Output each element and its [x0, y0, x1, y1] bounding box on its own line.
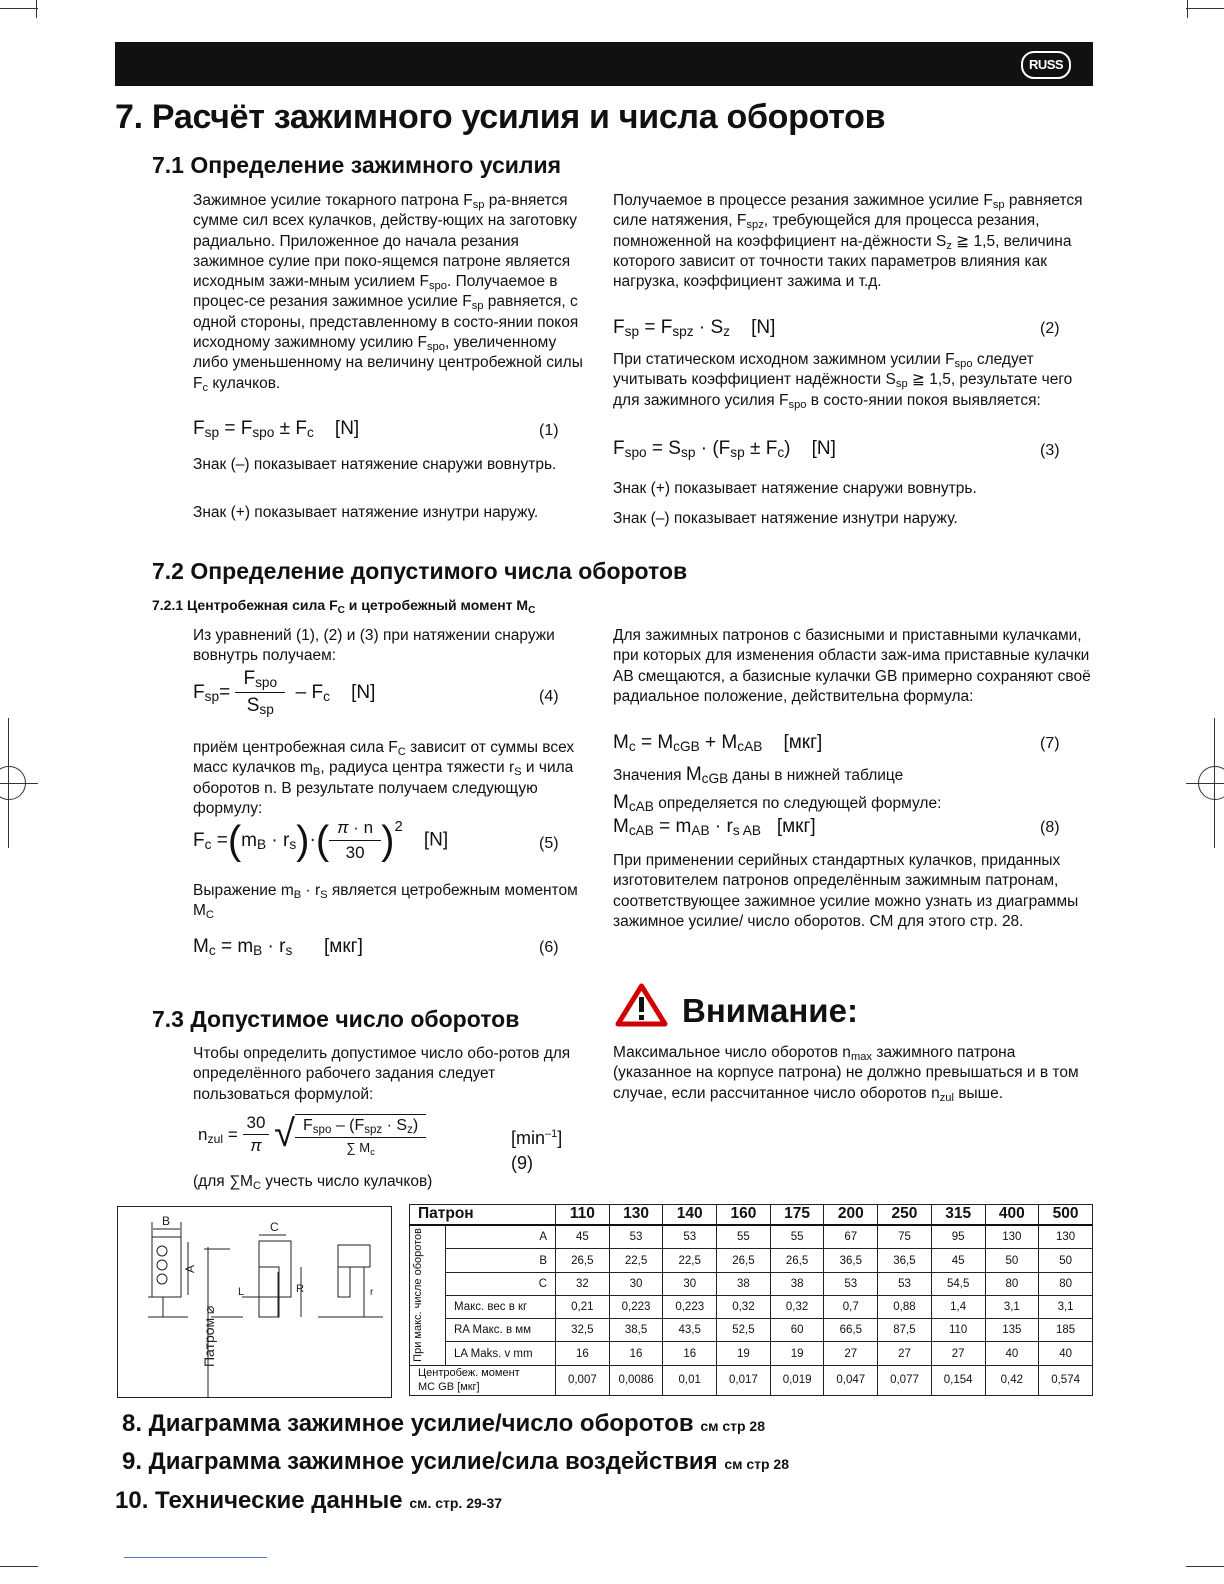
- s72-left-paragraph-3: Выражение $m_B \cdot r_S$ является цетробежным моментом $M_C$: [193, 882, 578, 922]
- table-row: [410, 1249, 1093, 1272]
- equation-9-number: (9): [511, 1153, 533, 1173]
- equation-8: $M_{cAB} = m_{AB} \cdot r_{s AB}$ [мкг]: [613, 816, 816, 838]
- table-cell: 38: [770, 1272, 824, 1295]
- size-cell: 140: [663, 1205, 717, 1225]
- equation-1: $F_{sp} = F_{spo} \pm F_c$ [N]: [193, 418, 360, 440]
- svg-text:B: B: [162, 1214, 171, 1228]
- jaw-dimension-diagram: [117, 1206, 392, 1398]
- table-row: [410, 1295, 1093, 1318]
- crop-mark: [1186, 1566, 1224, 1567]
- moment-cell: 0,01: [663, 1365, 717, 1395]
- s72-left-paragraph-1: Из уравнений (1), (2) и (3) при натяжении снаружи вовнутрь получаем:: [193, 627, 555, 665]
- table-cell: 0,223: [609, 1295, 663, 1318]
- size-cell: 160: [717, 1205, 771, 1225]
- equation-3-number: (3): [1040, 442, 1060, 459]
- sum-note: (для $\sum M_C$ учесть число кулачков): [193, 1173, 433, 1192]
- table-cell: 32: [556, 1272, 610, 1295]
- table-cell: 32,5: [556, 1319, 610, 1342]
- table-cell: 3,1: [985, 1295, 1039, 1318]
- svg-text:r: r: [370, 1287, 374, 1298]
- equation-5: $F_c =(m_B \cdot r_s)\cdot$( $\frac{\pi \cdot n}{30}$ )$^2$ [N]: [193, 818, 449, 863]
- equation-7: $M_c = M_{cGB} + M_{cAB}$ [мкг]: [613, 732, 823, 754]
- table-cell: 53: [609, 1225, 663, 1249]
- mcab-definition-text: $M_{cAB}$ определяется по следующей формуле:: [613, 792, 942, 814]
- equation-9-unit: $[\min^{-1}]$: [511, 1128, 563, 1148]
- table-cell: 30: [609, 1272, 663, 1295]
- crop-mark: [1186, 8, 1224, 9]
- moment-cell: 0,0086: [609, 1365, 663, 1395]
- toc-item-9: 9. Диаграмма зажимное усилие/сила воздействия см стр 28: [122, 1448, 790, 1475]
- equation-2: $F_{sp} = F_{spz} \cdot S_z$ [N]: [613, 317, 776, 339]
- table-cell: 80: [1039, 1272, 1093, 1295]
- table-row: [410, 1272, 1093, 1295]
- size-cell: 400: [985, 1205, 1039, 1225]
- moment-cell: 0,574: [1039, 1365, 1093, 1395]
- section-7-2-1-heading: 7.2.1 Центробежная сила $F_C$ и цетробежный момент $M_C$: [152, 597, 536, 616]
- size-cell: 200: [824, 1205, 878, 1225]
- s72-right-paragraph-2: При применении серийных стандартных кулачков, приданных изготовителем патронов определённым зажимным патронам, соответствующее зажимное усилие можно узнать из диаграммы зажимное усилие/ число оборотов. СМ для этого стр. 28.: [613, 852, 1079, 930]
- table-cell: 27: [824, 1342, 878, 1365]
- table-cell: 185: [1039, 1319, 1093, 1342]
- table-cell: 26,5: [556, 1249, 610, 1272]
- table-cell: 130: [985, 1225, 1039, 1249]
- moment-label-line-1: Центробеж. момент: [418, 1367, 520, 1380]
- s72-left-paragraph-2: приём центробежная сила $F_C$ зависит от суммы всех масс кулачков $m_B$, радиуса центра тяжести $r_S$ и чила оборотов n. В результате получаем следующую формулу:: [193, 739, 575, 817]
- table-cell: 38,5: [609, 1319, 663, 1342]
- size-cell: 500: [1039, 1205, 1093, 1225]
- table-cell: 60: [770, 1319, 824, 1342]
- table-cell: 40: [985, 1342, 1039, 1365]
- svg-text:C: C: [270, 1220, 279, 1234]
- section-7-3-heading: 7.3 Допустимое число оборотов: [152, 1006, 520, 1032]
- equation-1-number: (1): [539, 422, 559, 439]
- moment-cell: 0,007: [556, 1365, 610, 1395]
- page-title: 7. Расчёт зажимного усилия и числа оборотов: [115, 98, 886, 136]
- row-label: LA Maks. v mm: [446, 1342, 556, 1365]
- s71-right-paragraph-2: При статическом исходном зажимном усилии $F_{spo}$ следует учитывать коэффициент надёжности $S_{sp}$ ≧ 1,5, результате чего для зажимного усилия $F_{spo}$ в состо-янии покоя выявляется:: [613, 351, 1073, 411]
- table-cell: 36,5: [878, 1249, 932, 1272]
- moment-cell: 0,047: [824, 1365, 878, 1395]
- table-cell: 80: [985, 1272, 1039, 1295]
- russ-logo: RUSS: [1021, 51, 1071, 79]
- equation-3: $F_{spo} = S_{sp} \cdot (F_{sp} \pm F_c)$ [N]: [613, 438, 836, 460]
- side-label: При макс. числе оборотов: [412, 1228, 424, 1363]
- table-cell: 54,5: [931, 1272, 985, 1295]
- table-cell: 16: [663, 1342, 717, 1365]
- table-cell: 52,5: [717, 1319, 771, 1342]
- table-cell: 53: [824, 1272, 878, 1295]
- toc-item-8: 8. Диаграмма зажимное усилие/число оборотов см стр 28: [122, 1410, 766, 1437]
- svg-text:A: A: [183, 1264, 197, 1273]
- table-cell: 27: [931, 1342, 985, 1365]
- jaw-data-table: [409, 1204, 1093, 1396]
- table-cell: 26,5: [717, 1249, 771, 1272]
- row-label: Макс. вес в кг: [446, 1295, 556, 1318]
- table-row: [410, 1319, 1093, 1342]
- svg-text:Патром ⌀: Патром ⌀: [201, 1305, 217, 1367]
- table-cell: 30: [663, 1272, 717, 1295]
- minus-sign-note-right: Знак (–) показывает натяжение изнутри наружу.: [613, 510, 958, 527]
- table-cell: 45: [556, 1225, 610, 1249]
- svg-text:L: L: [238, 1286, 245, 1298]
- table-cell: 0,32: [770, 1295, 824, 1318]
- moment-cell: 0,154: [931, 1365, 985, 1395]
- table-cell: 40: [1039, 1342, 1093, 1365]
- moment-row: [410, 1365, 1093, 1395]
- moment-cell: 0,42: [985, 1365, 1039, 1395]
- crop-mark: [0, 1566, 38, 1567]
- registration-mark: [1198, 766, 1224, 800]
- table-cell: 19: [717, 1342, 771, 1365]
- row-label: RA Макс. в мм: [446, 1319, 556, 1342]
- table-cell: 43,5: [663, 1319, 717, 1342]
- size-cell: 130: [609, 1205, 663, 1225]
- jaw-drawing: [118, 1207, 391, 1397]
- equation-5-number: (5): [539, 835, 559, 852]
- side-label-cell: [410, 1225, 446, 1366]
- table-cell: 53: [663, 1225, 717, 1249]
- equation-7-number: (7): [1040, 735, 1060, 752]
- table-cell: 0,223: [663, 1295, 717, 1318]
- size-cell: 110: [556, 1205, 610, 1225]
- equation-6-number: (6): [539, 939, 559, 956]
- table-row: [410, 1342, 1093, 1365]
- table-cell: 53: [878, 1272, 932, 1295]
- table-header-label: Патрон: [410, 1205, 556, 1225]
- equation-4-number: (4): [539, 688, 559, 705]
- table-cell: 36,5: [824, 1249, 878, 1272]
- table-cell: 45: [931, 1249, 985, 1272]
- toc-item-10: 10. Технические данные см. стр. 29-37: [115, 1487, 503, 1514]
- equation-9: $n_{zul}$ = $\frac{30}{\pi}$ √ $\frac{F_{spo} - (F_{spz} \cdot S_z)}{\sum M_c}$: [198, 1113, 426, 1156]
- crop-mark: [36, 0, 37, 18]
- table-cell: 0,88: [878, 1295, 932, 1318]
- table-cell: 0,7: [824, 1295, 878, 1318]
- table-cell: 55: [717, 1225, 771, 1249]
- equation-6: $M_c = m_B \cdot r_s$ [мкг]: [193, 936, 363, 958]
- header-bar: [115, 42, 1093, 86]
- table-cell: 67: [824, 1225, 878, 1249]
- moment-cell: 0,017: [717, 1365, 771, 1395]
- table-cell: 19: [770, 1342, 824, 1365]
- table-cell: 75: [878, 1225, 932, 1249]
- registration-mark: [0, 766, 26, 800]
- crop-mark: [1187, 0, 1188, 18]
- mcgb-values-text: Значения $M_{cGB}$ даны в нижней таблице: [613, 764, 904, 786]
- plus-sign-note-right: Знак (+) показывает натяжение снаружи вовнутрь.: [613, 480, 977, 497]
- table-cell: 16: [556, 1342, 610, 1365]
- row-label: C: [446, 1272, 556, 1295]
- moment-label: [410, 1365, 556, 1395]
- table-cell: 3,1: [1039, 1295, 1093, 1318]
- s71-left-paragraph: Зажимное усилие токарного патрона $F_{sp}$ ра-вняется сумме сил всех кулачков, действу-ющих на заготовку радиально. Приложенное до начала резания зажимное сулие при поко-ящемся патроне является исходным зажи-мным усилием $F_{spo}$. Получаемое в процес-се резания зажимное усилие $F_{sp}$ равняется, с одной стороны, представленному в состо-янии покоя исходному зажимному усилию $F_{spo}$, увеличенному либо уменьшенному на величину центробежной силы $F_c$ кулачков.: [193, 192, 583, 394]
- size-cell: 250: [878, 1205, 932, 1225]
- table-cell: 130: [1039, 1225, 1093, 1249]
- moment-label-line-2: MC GB [мкг]: [418, 1381, 480, 1394]
- moment-cell: 0,019: [770, 1365, 824, 1395]
- s72-right-paragraph-1: Для зажимных патронов с базисными и приставными кулачками, при которых для изменения области заж-има приставные кулачки AB смещаются, а базисные кулачки GB примерно сохраняют своё радиальное положение, действительна формула:: [613, 627, 1091, 705]
- svg-text:R: R: [296, 1283, 304, 1295]
- table-cell: 22,5: [663, 1249, 717, 1272]
- table-cell: 55: [770, 1225, 824, 1249]
- table-cell: 22,5: [609, 1249, 663, 1272]
- table-cell: 87,5: [878, 1319, 932, 1342]
- table-cell: 135: [985, 1319, 1039, 1342]
- minus-sign-note: Знак (–) показывает натяжение снаружи вовнутрь.: [193, 456, 557, 473]
- warning-paragraph: Максимальное число оборотов $n_{max}$ зажимного патрона (указанное на корпусе патрона) не должно превышаться и в том случае, если рассчитанное число оборотов $n_{zul}$ выше.: [613, 1044, 1079, 1104]
- table-cell: 1,4: [931, 1295, 985, 1318]
- size-cell: 175: [770, 1205, 824, 1225]
- size-cell: 315: [931, 1205, 985, 1225]
- table-row: [410, 1225, 1093, 1249]
- table-cell: 95: [931, 1225, 985, 1249]
- table-cell: 38: [717, 1272, 771, 1295]
- table-cell: 50: [985, 1249, 1039, 1272]
- plus-sign-note: Знак (+) показывает натяжение изнутри наружу.: [193, 504, 539, 521]
- warning-triangle-icon: [614, 982, 669, 1028]
- table-cell: 0,32: [717, 1295, 771, 1318]
- section-7-2-heading: 7.2 Определение допустимого числа оборотов: [152, 558, 688, 584]
- crop-mark: [0, 8, 38, 9]
- row-label: A: [446, 1225, 556, 1249]
- equation-4: $F_{sp}=$ $\frac{F_{spo}}{S_{sp}}$ – $F_c$ [N]: [193, 668, 376, 717]
- table-cell: 0,21: [556, 1295, 610, 1318]
- table-cell: 16: [609, 1342, 663, 1365]
- table-cell: 110: [931, 1319, 985, 1342]
- warning-title: Внимание:: [682, 992, 858, 1029]
- s71-right-paragraph-1: Получаемое в процессе резания зажимное усилие $F_{sp}$ равняется силе натяжения, $F_{spz}$, требующейся для процесса резания, помноженной на коэффициент на-дёжности $S_z$ ≧ 1,5, величина которого зависит от точности таких параметров влияния как нагрузка, коэффициент зажима и т.д.: [613, 192, 1083, 291]
- s73-paragraph: Чтобы определить допустимое число обо-ротов для определённого рабочего задания следует пользоваться формулой:: [193, 1045, 571, 1103]
- table-header-row: [410, 1205, 1093, 1225]
- equation-8-number: (8): [1040, 819, 1060, 836]
- section-7-1-heading: 7.1 Определение зажимного усилия: [152, 152, 562, 178]
- footer-rule: [124, 1557, 267, 1558]
- table-cell: 66,5: [824, 1319, 878, 1342]
- table-cell: 50: [1039, 1249, 1093, 1272]
- row-label: B: [446, 1249, 556, 1272]
- equation-2-number: (2): [1040, 320, 1060, 337]
- table-cell: 27: [878, 1342, 932, 1365]
- table-cell: 26,5: [770, 1249, 824, 1272]
- moment-cell: 0,077: [878, 1365, 932, 1395]
